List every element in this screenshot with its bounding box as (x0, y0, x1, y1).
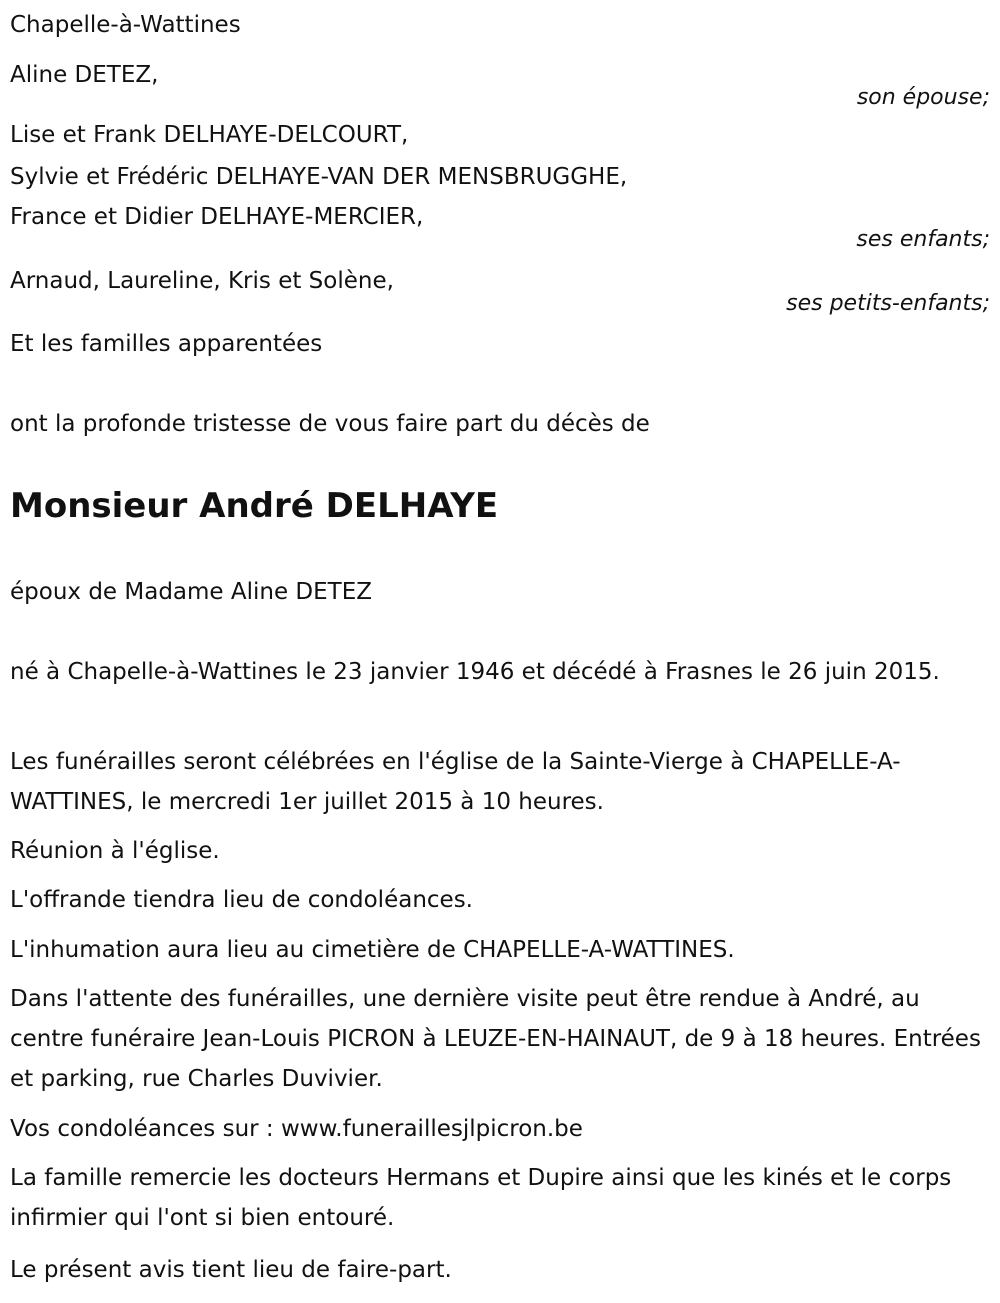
place: Chapelle-à-Wattines (10, 12, 241, 38)
offering-info: L'offrande tiendra lieu de condoléances. (10, 887, 473, 913)
relation-label: son épouse; (856, 85, 990, 110)
notice: Le présent avis tient lieu de faire-part. (10, 1257, 452, 1283)
burial-info: L'inhumation aura lieu au cimetière de CHAPELLE-A-WATTINES. (10, 937, 735, 963)
family-name: Arnaud, Laureline, Kris et Solène, (10, 268, 394, 294)
family-name: Aline DETEZ, (10, 62, 159, 88)
family-name: France et Didier DELHAYE-MERCIER, (10, 204, 424, 230)
family-name: Lise et Frank DELHAYE-DELCOURT, (10, 122, 409, 148)
funeral-info: Les funérailles seront célébrées en l'église de la Sainte-Vierge à CHAPELLE-A-WATTINES, le mercredi 1er juillet 2015 à 10 heures. (10, 749, 901, 815)
condolences-link[interactable]: Vos condoléances sur : www.funeraillesjlpicron.be (10, 1116, 583, 1142)
family-name: Sylvie et Frédéric DELHAYE-VAN DER MENSBRUGGHE, (10, 164, 628, 190)
meeting-info: Réunion à l'église. (10, 838, 220, 864)
deceased-name: Monsieur André DELHAYE (10, 486, 499, 526)
thanks: La famille remercie les docteurs Hermans et Dupire ainsi que les kinés et le corps infirmier qui l'ont si bien entouré. (10, 1165, 952, 1231)
relation-label: ses enfants; (856, 227, 990, 252)
relatives: Et les familles apparentées (10, 331, 323, 357)
relation-label: ses petits-enfants; (786, 291, 990, 316)
announcement: ont la profonde tristesse de vous faire part du décès de (10, 411, 650, 437)
visit-info: Dans l'attente des funérailles, une dernière visite peut être rendue à André, au centre funéraire Jean-Louis PICRON à LEUZE-EN-HAINAUT, de 9 à 18 heures. Entrées et parking, rue Charles Duvivier. (10, 986, 981, 1092)
birth-death: né à Chapelle-à-Wattines le 23 janvier 1946 et décédé à Frasnes le 26 juin 2015. (10, 659, 940, 685)
spouse-line: époux de Madame Aline DETEZ (10, 579, 373, 605)
